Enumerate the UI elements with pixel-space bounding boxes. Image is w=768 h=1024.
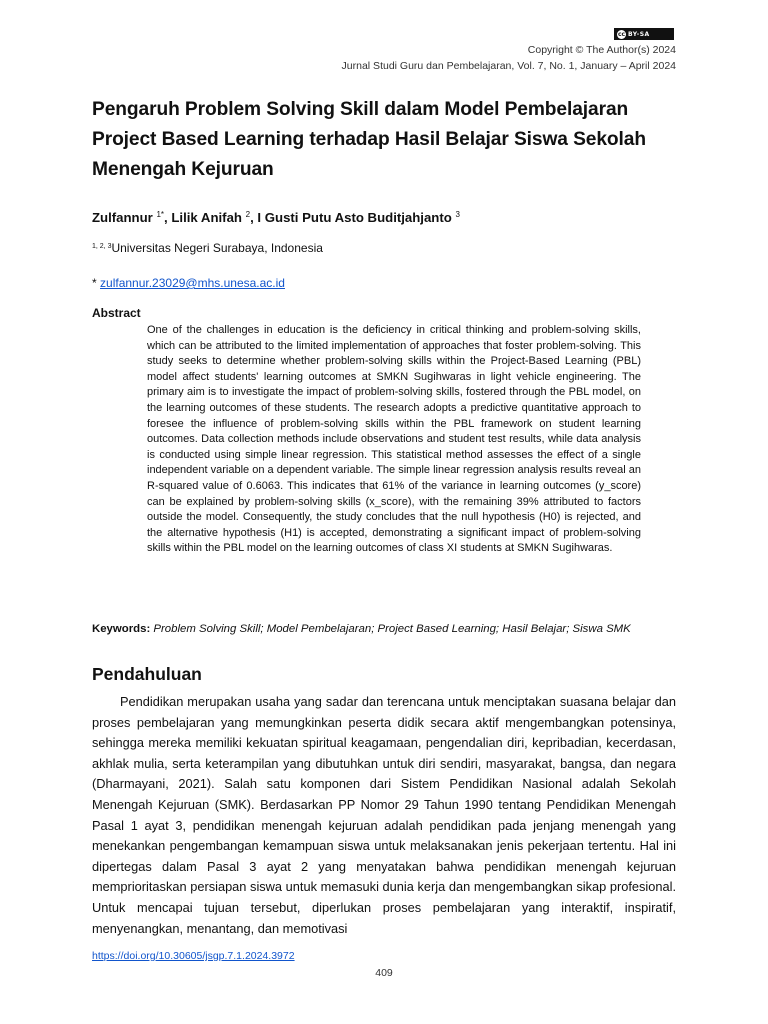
doi-link[interactable]: https://doi.org/10.30605/jsgp.7.1.2024.3972 [92,950,295,962]
journal-citation: Jurnal Studi Guru dan Pembelajaran, Vol. 7, No. 1, January – April 2024 [341,60,676,72]
abstract-heading: Abstract [92,306,141,320]
author-affiliation-mark: 3 [455,210,460,219]
abstract-text: One of the challenges in education is the deficiency in critical thinking and problem-solving skills, which can be attributed to the limited implementation of approaches that foster problem-solving. This study seeks to determine whether problem-solving skills within the Project-Based Learning (PBL) model affect students' learning outcomes at SMKN Sugihwaras in light vehicle engineering. The primary aim is to investigate the impact of problem-solving skills, fostered through the PBL model, on the learning outcomes of these students. The research adopts a predictive quantitative approach to foresee the influence of problem-solving skills within the PBL framework on student learning outcomes. Data collection methods include observations and student test results, while data analysis is conducted using simple linear regression. This statistical method assesses the effect of a single independent variable on a dependent variable. The simple linear regression analysis results reveal an R-squared value of 0.6063. This indicates that 61% of the variance in learning outcomes (y_score) can be explained by problem-solving skills (x_score), with the remaining 39% attributed to factors outside the model. Consequently, the study concludes that the null hypothesis (H0) is rejected, and the alternative hypothesis (H1) is accepted, demonstrating a significant impact of problem-solving skills within the PBL model on the learning outcomes of class XI students at SMKN Sugihwaras. [147,324,641,555]
affiliation [92,241,323,255]
author-name: Lilik Anifah [171,210,242,225]
author-list [92,210,460,225]
paper-title: Pengaruh Problem Solving Skill dalam Model Pembelajaran Project Based Learning terhadap Hasil Belajar Siswa Sekolah Menengah Kejuruan [92,99,646,180]
correspondence [92,276,285,290]
author-separator: , [164,210,172,225]
cc-license-badge[interactable] [614,28,674,40]
correspondence-mark: * [92,276,97,290]
author-affiliation-mark: 1* [156,210,165,219]
page-number: 409 [375,967,393,979]
author-name: Zulfannur [92,210,153,225]
keywords [92,623,692,635]
email-link[interactable]: zulfannur.23029@mhs.unesa.ac.id [100,276,285,290]
author-separator: , [250,210,258,225]
author-affiliation-mark: 2 [245,210,251,219]
author-name: I Gusti Putu Asto Buditjahjanto [257,210,452,225]
section-heading-introduction: Pendahuluan [92,664,202,684]
license-badge-text: BY-SA [628,30,650,38]
keywords-label: Keywords: [92,623,151,635]
introduction-paragraph: Pendidikan merupakan usaha yang sadar dan terencana untuk menciptakan suasana belajar dan proses pembelajaran yang memungkinkan peserta didik secara aktif mengembangkan potensinya, sehingga mereka memiliki kekuatan spiritual keagamaan, pengendalian diri, kepribadian, kecerdasan, akhlak mulia, serta keterampilan yang dibutuhkan untuk diri sendiri, masyarakat, bangsa, dan negara (Dharmayani, 2021). Salah satu komponen dari Sistem Pendidikan Nasional adalah Sekolah Menengah Kejuruan (SMK). Berdasarkan PP Nomor 29 Tahun 1990 tentang Pendidikan Menengah Pasal 1 ayat 3, pendidikan menengah kejuruan adalah pendidikan pada jenjang menengah yang menekankan pengembangan kemampuan siswa untuk melaksanakan jenis pekerjaan tertentu. Hal ini dipertegas dalam Pasal 3 ayat 2 yang menyatakan bahwa pendidikan menengah kejuruan memprioritaskan persiapan siswa untuk memasuki dunia kerja dan mengembangkan sikap profesional. Untuk mencapai tujuan tersebut, diperlukan proses pembelajaran yang interaktif, inspiratif, menyenangkan, menantang, dan memotivasi [92,694,676,936]
affiliation-mark: 1, 2, 3 [92,243,112,250]
keywords-list: Problem Solving Skill; Model Pembelajaran; Project Based Learning; Hasil Belajar; Siswa SMK [153,623,631,635]
affiliation-text: Universitas Negeri Surabaya, Indonesia [111,241,323,255]
creative-commons-icon: cc [617,30,626,38]
doi [92,950,295,962]
copyright-line: Copyright © The Author(s) 2024 [527,44,676,56]
